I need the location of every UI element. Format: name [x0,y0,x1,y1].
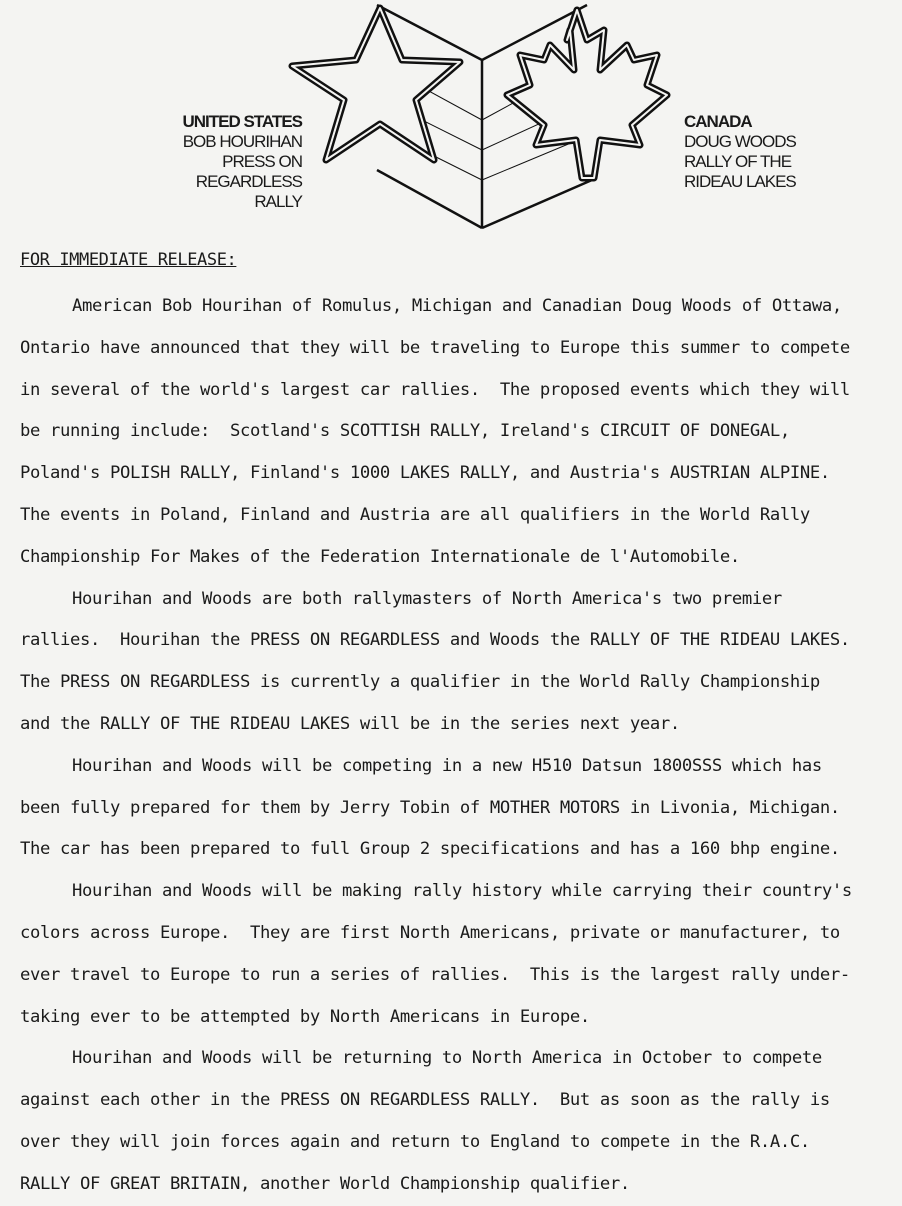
body-line: and the RALLY OF THE RIDEAU LAKES will be in the series next year. [20,713,680,734]
body-line: been fully prepared for them by Jerry Tobin of MOTHER MOTORS in Livonia, Michigan. [20,797,840,818]
canada-team-header [684,112,854,192]
body-line: colors across Europe. They are first North Americans, private or manufacturer, to [20,922,840,943]
body-line: The PRESS ON REGARDLESS is currently a qualifier in the World Rally Championship [20,672,820,693]
body-line: in several of the world's largest car rallies. The proposed events which they will [20,379,850,400]
body-line: Poland's POLISH RALLY, Finland's 1000 LAKES RALLY, and Austria's AUSTRIAN ALPINE. [20,463,830,484]
body-line: American Bob Hourihan of Romulus, Michigan and Canadian Doug Woods of Ottawa, [72,296,842,316]
body-line: taking ever to be attempted by North Americans in Europe. [20,1006,590,1027]
body-line: Hourihan and Woods are both rallymasters of North America's two premier [72,588,782,609]
body-line: The events in Poland, Finland and Austria are all qualifiers in the World Rally [20,504,810,525]
us-event-name-line2: REGARDLESS RALLY [195,172,302,211]
body-line: Hourihan and Woods will be competing in a new H510 Datsun 1800SSS which has [72,755,822,776]
canada-country-label: CANADA [684,112,752,131]
body-line: ever travel to Europe to run a series of rallies. This is the largest rally under- [20,964,850,985]
press-release-body [20,286,882,1206]
body-line: over they will join forces again and return to England to compete in the R.A.C. [20,1131,810,1152]
us-driver-name: BOB HOURIHAN [182,132,302,151]
rally-logo [282,0,682,232]
body-line: Ontario have announced that they will be traveling to Europe this summer to compete [20,337,850,358]
canada-driver-name: DOUG WOODS [684,132,796,151]
body-line: be running include: Scotland's SCOTTISH RALLY, Ireland's CIRCUIT OF DONEGAL, [20,421,790,442]
body-line: The car has been prepared to full Group 2 specifications and has a 160 bhp engine. [20,839,840,860]
body-line: Hourihan and Woods will be returning to North America in October to compete [72,1048,822,1069]
us-team-header [150,112,302,212]
body-line: RALLY OF GREAT BRITAIN, another World Championship qualifier. [20,1173,630,1194]
star-icon [292,8,460,160]
release-heading: FOR IMMEDIATE RELEASE: [20,250,237,270]
body-line: Hourihan and Woods will be making rally history while carrying their country's [72,881,852,902]
us-country-label: UNITED STATES [182,112,302,131]
body-line: against each other in the PRESS ON REGARDLESS RALLY. But as soon as the rally is [20,1090,830,1111]
us-event-name-line1: PRESS ON [222,152,302,171]
canada-event-name-line1: RALLY OF THE [684,152,792,171]
canada-event-name-line2: RIDEAU LAKES [684,172,796,191]
body-line: Championship For Makes of the Federation Internationale de l'Automobile. [20,546,740,567]
body-line: rallies. Hourihan the PRESS ON REGARDLESS and Woods the RALLY OF THE RIDEAU LAKES. [20,630,850,651]
